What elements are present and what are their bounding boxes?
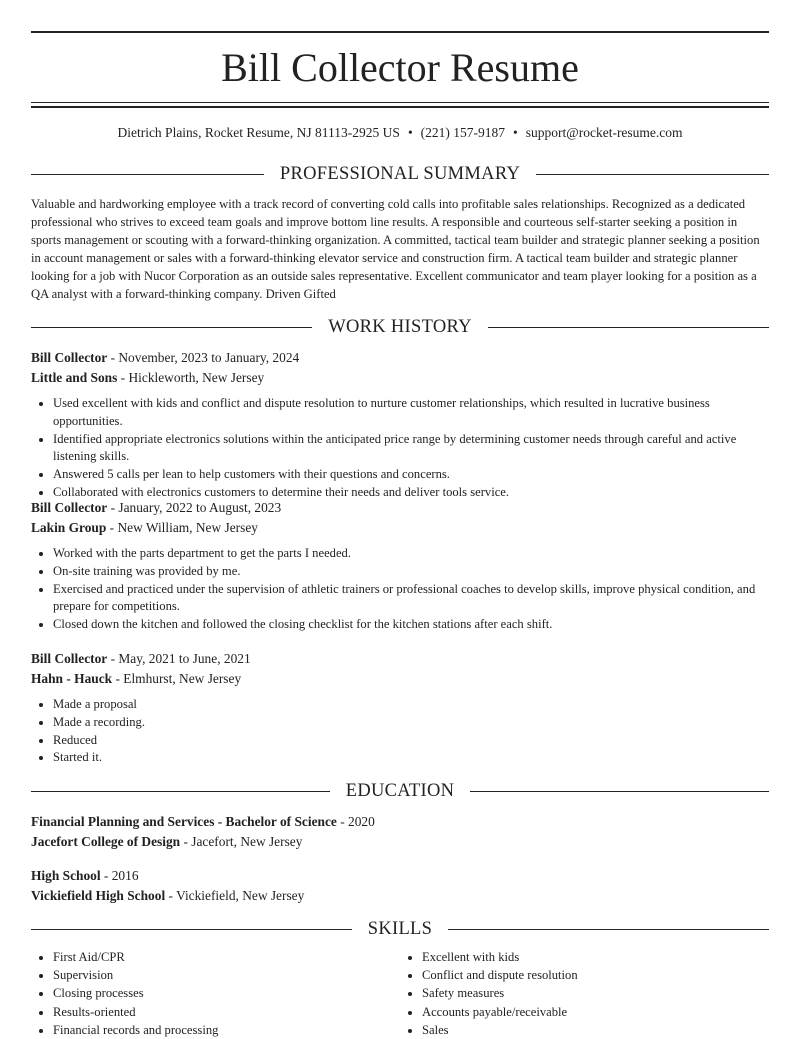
skill-item: • Results-oriented — [53, 1003, 400, 1021]
skill-item: • Supervision — [53, 966, 400, 984]
education-entry — [31, 866, 769, 905]
job-bullets — [31, 696, 769, 767]
job-bullet: • On-site training was provided by me. — [53, 563, 769, 581]
contact-phone: (221) 157-9187 — [420, 125, 506, 140]
job-bullet: • Exercised and practiced under the supervision of athletic trainers or professional coaches to develop skills, improve physical condition, and prepare for competitions. — [53, 581, 769, 617]
job-bullet: • Closed down the kitchen and followed the closing checklist for the kitchen stations after each shift. — [53, 616, 769, 634]
skills-list-left — [31, 948, 400, 1039]
job-bullet: • Identified appropriate electronics solutions within the anticipated price range by determining customer needs through careful and active listening skills. — [53, 431, 769, 467]
heading-rule — [31, 327, 312, 328]
job-bullet: • Reduced — [53, 732, 769, 750]
heading-rule — [31, 174, 264, 175]
edu-location: - Vickiefield, New Jersey — [165, 887, 305, 903]
heading-rule — [31, 929, 352, 930]
job-company: Lakin Group — [31, 519, 107, 535]
job-bullets — [31, 545, 769, 634]
section-title: EDUCATION — [345, 781, 455, 801]
top-rule — [31, 31, 769, 33]
summary-text: Valuable and hardworking employee with a track record of converting cold calls into profitable sales relationships. Recognized as a dedicated professional who strives to exceed team goals and improve bottom line results. A responsible and courteous self-starter seeking a position in sports management or scouting with a forward-thinking organization. A committed, tactical team builder and strategic planner seeking a position in account management or sales with a forward-thinking elevator service and construction firm. A tactical team builder and strategic planner looking for a job with Nucor Corporation as an outside sales representative. Excellent communicator and team player looking for a position as a QA analyst with a forward-thinking company. Driven Gifted — [31, 197, 760, 301]
section-heading-skills — [31, 918, 769, 940]
contact-address: Dietrich Plains, Rocket Resume, NJ 81113-2925 US — [117, 125, 400, 140]
edu-year: - 2016 — [100, 868, 139, 883]
title-double-rule — [31, 102, 769, 108]
section-heading-summary — [31, 163, 769, 185]
heading-rule — [536, 174, 769, 175]
job-bullet: • Collaborated with electronics customers to determine their needs and deliver tools service. — [53, 484, 769, 502]
skill-item: • Accounts payable/receivable — [422, 1003, 769, 1021]
job-bullet: • Started it. — [53, 749, 769, 767]
contact-email: support@rocket-resume.com — [525, 125, 683, 140]
section-title: WORK HISTORY — [328, 317, 472, 337]
job-title: Bill Collector — [31, 350, 108, 365]
edu-school: Jacefort College of Design — [31, 833, 181, 849]
edu-location: - Jacefort, New Jersey — [180, 833, 303, 849]
job-bullet: • Worked with the parts department to get the parts I needed. — [53, 545, 769, 563]
section-heading-education — [31, 780, 769, 802]
skills-columns — [31, 948, 769, 1039]
skill-item: • Sales — [422, 1021, 769, 1039]
section-title: PROFESSIONAL SUMMARY — [279, 164, 521, 184]
section-title: SKILLS — [367, 919, 433, 939]
job-entry — [31, 649, 769, 767]
skill-item: • Conflict and dispute resolution — [422, 966, 769, 984]
skill-item: • Excellent with kids — [422, 948, 769, 966]
edu-degree: High School — [31, 868, 101, 883]
skill-item: • Closing processes — [53, 984, 400, 1002]
skill-item: • Financial records and processing — [53, 1021, 400, 1039]
job-bullets — [31, 395, 769, 502]
job-title: Bill Collector — [31, 500, 108, 515]
contact-separator: • — [513, 125, 518, 140]
education-entry — [31, 812, 769, 851]
section-heading-work — [31, 316, 769, 338]
edu-degree: Financial Planning and Services - Bachelor of Science — [31, 814, 337, 829]
skill-item: • First Aid/CPR — [53, 948, 400, 966]
job-dates: - May, 2021 to June, 2021 — [107, 651, 251, 666]
job-company: Hahn - Hauck — [31, 670, 113, 686]
job-location: - Hickleworth, New Jersey — [117, 369, 265, 385]
page-title: Bill Collector Resume — [221, 45, 579, 90]
job-dates: - January, 2022 to August, 2023 — [107, 500, 282, 515]
heading-rule — [31, 791, 330, 792]
edu-year: - 2020 — [336, 814, 375, 829]
skill-item: • Safety measures — [422, 984, 769, 1002]
job-dates: - November, 2023 to January, 2024 — [107, 350, 300, 365]
job-bullet: • Used excellent with kids and conflict and dispute resolution to nurture customer relationships, which resulted in lucrative business opportunities. — [53, 395, 769, 431]
job-entry — [31, 498, 769, 634]
job-bullet: • Made a recording. — [53, 714, 769, 732]
heading-rule — [488, 327, 769, 328]
job-entry — [31, 348, 769, 502]
contact-line — [31, 124, 769, 142]
edu-school: Vickiefield High School — [31, 887, 166, 903]
job-location: - New William, New Jersey — [106, 519, 258, 535]
job-location: - Elmhurst, New Jersey — [112, 670, 242, 686]
heading-rule — [470, 791, 769, 792]
job-title: Bill Collector — [31, 651, 108, 666]
job-company: Little and Sons — [31, 369, 118, 385]
job-bullet: • Answered 5 calls per lean to help customers with their questions and concerns. — [53, 466, 769, 484]
heading-rule — [448, 929, 769, 930]
contact-separator: • — [407, 125, 413, 140]
job-bullet: • Made a proposal — [53, 696, 769, 714]
skills-list-right — [400, 948, 769, 1039]
